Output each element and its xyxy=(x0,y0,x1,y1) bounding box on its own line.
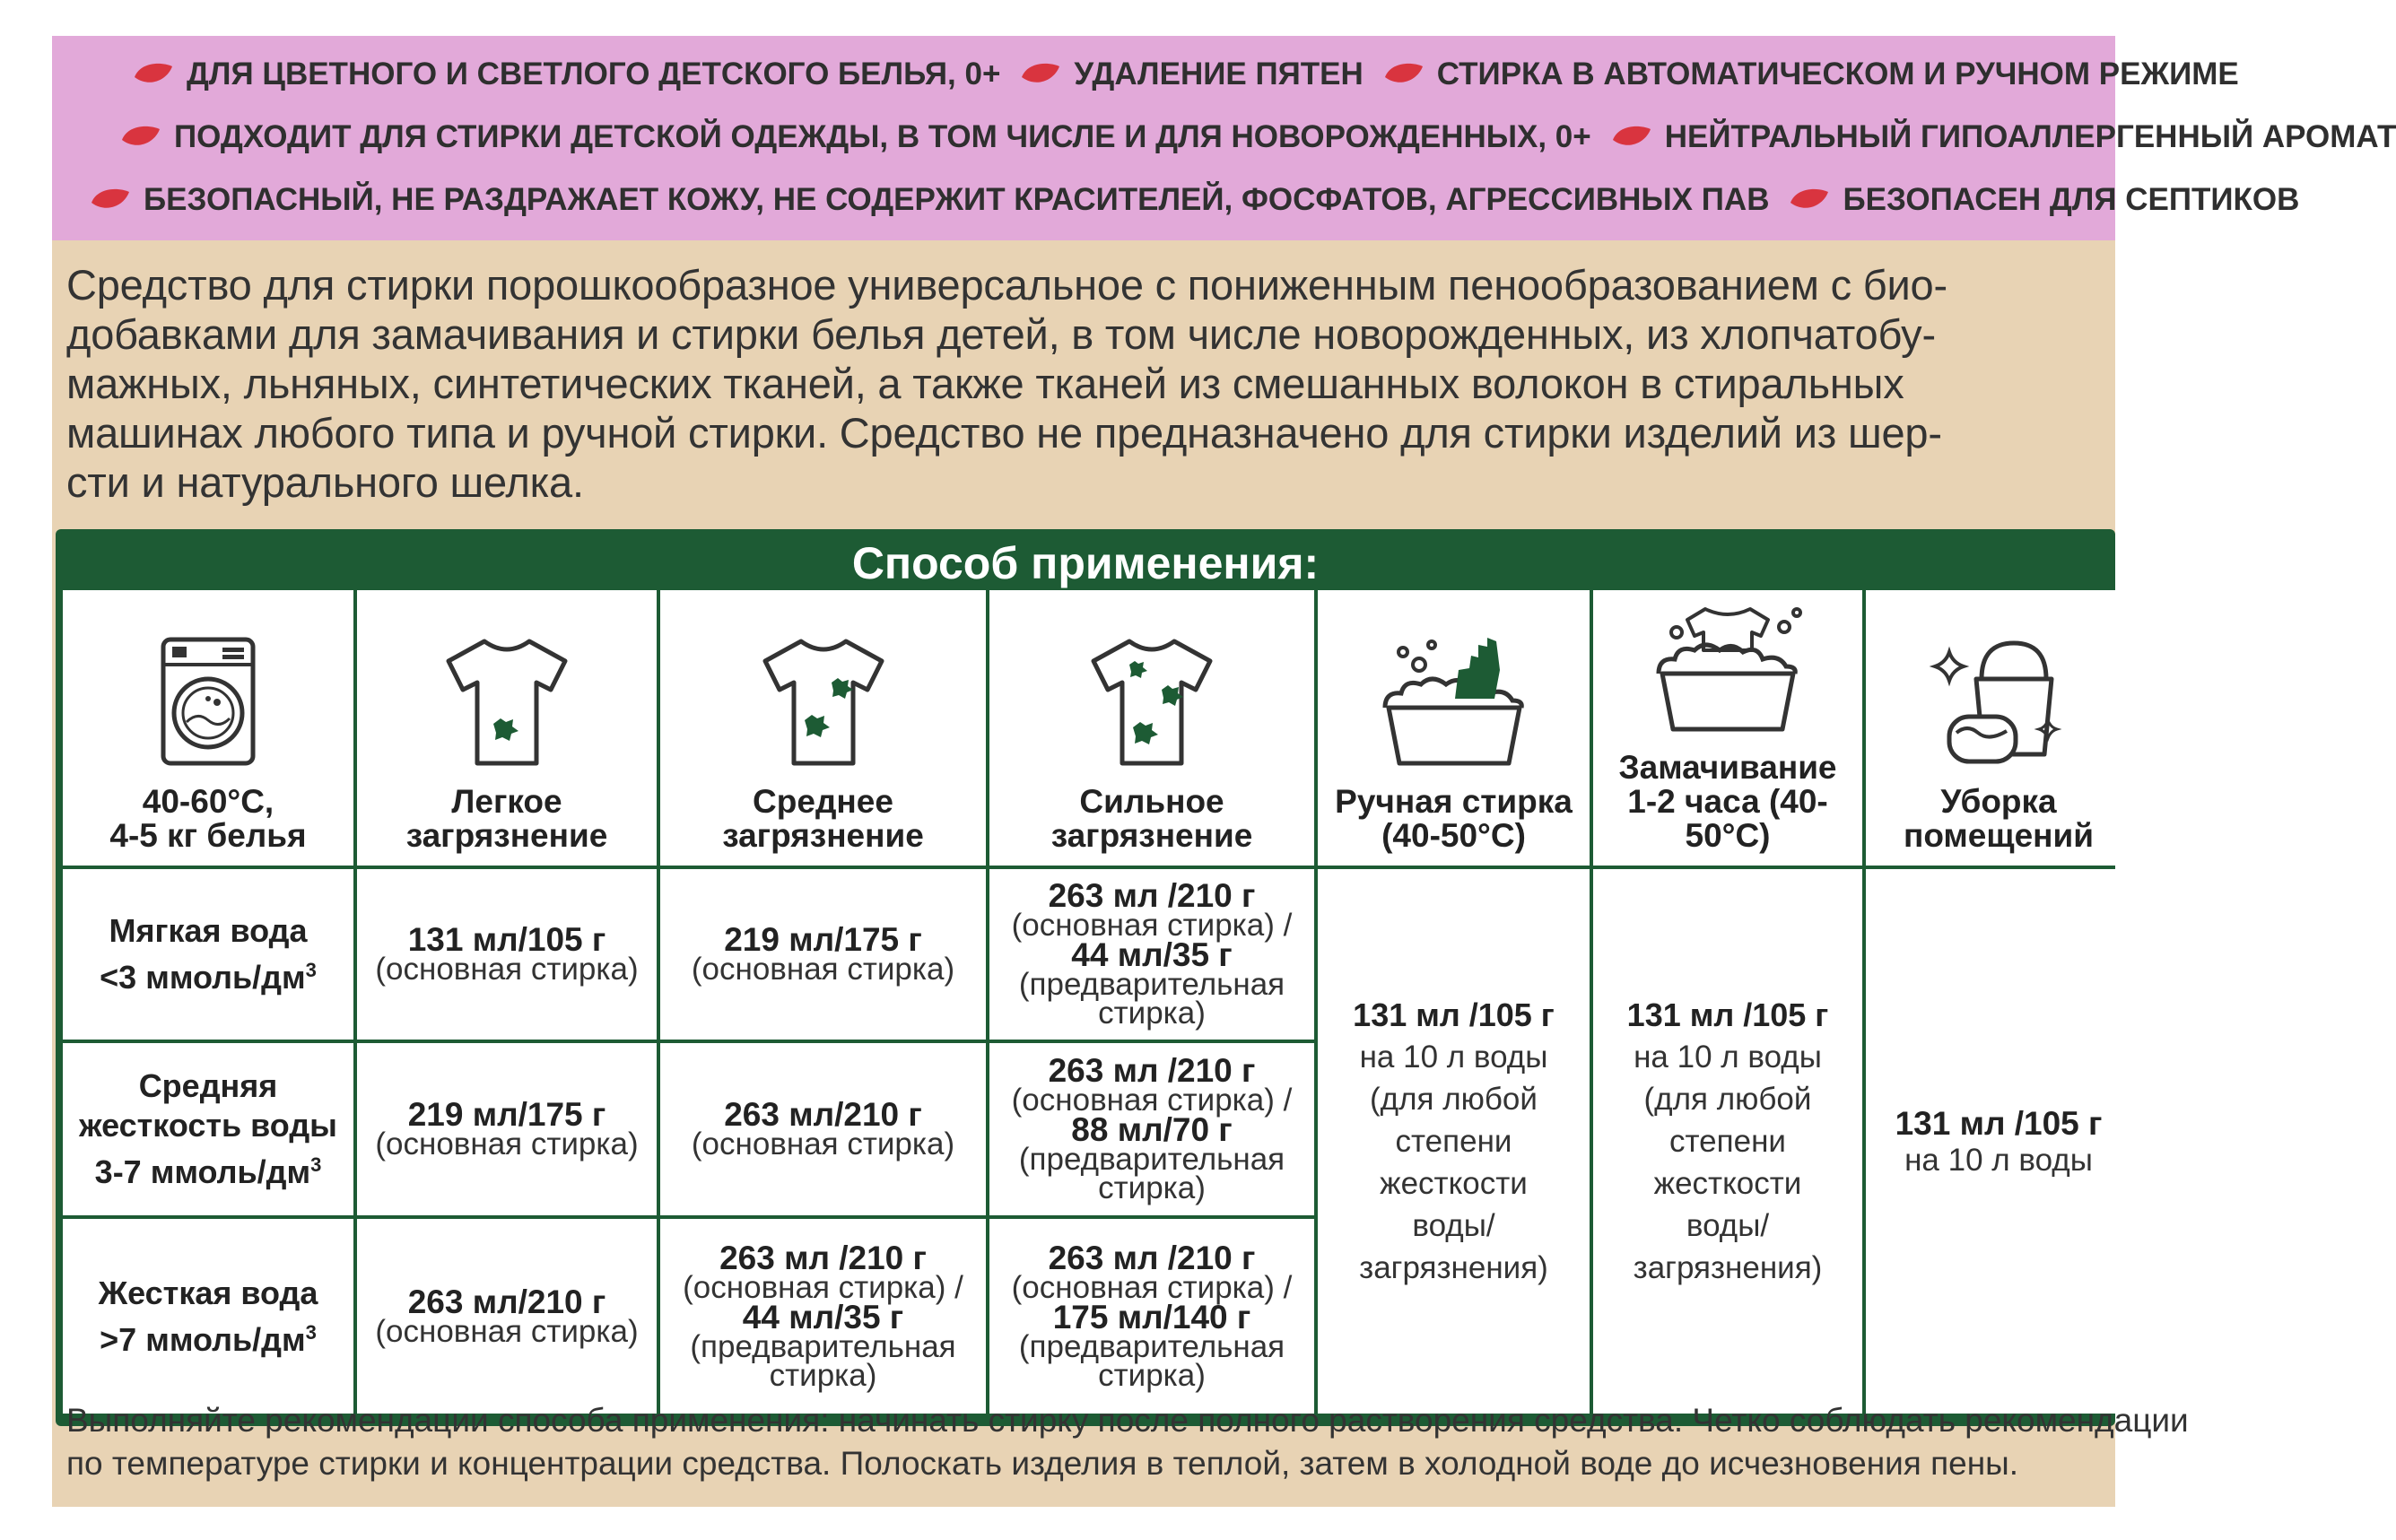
header-heavy-stain xyxy=(989,590,1314,866)
features-list xyxy=(90,36,2396,240)
row-label-line: 3-7 ммоль/$дм^3$ xyxy=(94,1153,322,1190)
shirt-light-stain-icon xyxy=(440,634,574,769)
dose-note: жесткости xyxy=(1380,1165,1528,1201)
dose-note: (основная стирка) xyxy=(375,1127,639,1162)
dose-soft-medium xyxy=(660,869,986,1040)
feature-item: НЕЙТРАЛЬНЫЙ ГИПОАЛЛЕРГЕННЫЙ АРОМАТ xyxy=(1611,119,2396,155)
shirt-medium-stain-icon xyxy=(756,634,891,769)
petal-icon xyxy=(1383,61,1425,88)
dose-note: (основная стирка) / xyxy=(1011,1269,1293,1305)
header-label-line2: (40-50°С) xyxy=(1381,817,1526,854)
features-line-2 xyxy=(90,109,2396,165)
dose-note: (основная стирка) / xyxy=(1011,1083,1293,1118)
dose-cleaning xyxy=(1866,869,2131,1414)
dose-note: на 10 л воды xyxy=(1359,1039,1548,1075)
header-label-line1: Ручная стирка xyxy=(1335,783,1573,820)
feature-item: СТИРКА В АВТОМАТИЧЕСКОМ И РУЧНОМ РЕЖИМЕ xyxy=(1383,57,2239,92)
header-label-line1: Среднее xyxy=(753,783,893,820)
feature-item: БЕЗОПАСНЫЙ, НЕ РАЗДРАЖАЕТ КОЖУ, НЕ СОДЕРЖИТ КРАСИТЕЛЕЙ, ФОСФАТОВ, АГРЕССИВНЫХ ПАВ xyxy=(90,182,1769,218)
petal-icon xyxy=(1789,187,1830,213)
dose-note: (основная стирка) xyxy=(375,952,639,987)
feature-item: УДАЛЕНИЕ ПЯТЕН xyxy=(1020,57,1363,92)
header-label-line1: 40-60°С, xyxy=(142,783,274,820)
header-label-line2: помещений xyxy=(1903,817,2095,854)
dose-note: (для любой xyxy=(1643,1081,1812,1117)
dose-value: 263 мл /210 г xyxy=(1048,877,1256,914)
dose-note: (основная стирка) xyxy=(375,1313,639,1349)
dose-value: 44 мл/35 г xyxy=(742,1298,904,1336)
dose-note: (предварительная xyxy=(1018,1142,1285,1177)
dose-hard-heavy xyxy=(989,1219,1314,1414)
header-hand-wash xyxy=(1318,590,1590,866)
dose-note: жесткости xyxy=(1653,1165,1802,1201)
description-line: добавками для замачивания и стирки белья детей, в том числе новорожденных, из хлопчатобу- xyxy=(66,310,1936,358)
dose-value: 219 мл/175 г xyxy=(407,1096,606,1133)
header-washing-machine xyxy=(63,590,353,866)
petal-icon xyxy=(1020,61,1061,88)
dose-value: 263 мл /210 г xyxy=(1048,1052,1256,1089)
dose-value: 263 мл /210 г xyxy=(1048,1239,1256,1276)
dose-hard-medium xyxy=(660,1219,986,1414)
dose-value: 131 мл /105 г xyxy=(1895,1104,2103,1142)
dose-value: 263 мл/210 г xyxy=(724,1096,922,1133)
dose-note: (предварительная xyxy=(690,1328,956,1364)
features-line-3 xyxy=(90,172,2300,228)
dose-value: 263 мл /210 г xyxy=(719,1239,927,1276)
dose-note: на 10 л воды xyxy=(1634,1039,1822,1075)
dose-note: загрязнения) xyxy=(1633,1249,1823,1285)
dose-value: 44 мл/35 г xyxy=(1071,936,1233,973)
feature-item: ДЛЯ ЦВЕТНОГО И СВЕТЛОГО ДЕТСКОГО БЕЛЬЯ, 0+ xyxy=(133,57,1000,92)
header-cleaning xyxy=(1866,590,2131,866)
dose-value: 88 мл/70 г xyxy=(1071,1111,1233,1148)
hand-wash-icon xyxy=(1369,634,1539,769)
soaking-icon xyxy=(1642,600,1813,735)
header-label-line2: 4-5 кг белья xyxy=(109,817,307,854)
header-label-line2: загрязнение xyxy=(722,817,924,854)
row-label-line: Мягкая вода xyxy=(109,912,308,949)
row-label-soft-water xyxy=(63,869,353,1040)
dose-value: 131 мл /105 г xyxy=(1626,996,1829,1033)
dose-value: 263 мл/210 г xyxy=(407,1283,606,1320)
usage-table xyxy=(63,590,2110,1403)
header-light-stain xyxy=(357,590,657,866)
dose-note: (основная стирка) xyxy=(691,1127,955,1162)
usage-method-section xyxy=(56,529,2115,1426)
row-label-hard-water xyxy=(63,1219,353,1414)
description-line: Средство для стирки порошкообразное универсальное с пониженным пенообразованием с био- xyxy=(66,261,1947,309)
dose-value: 131 мл/105 г xyxy=(407,921,606,958)
petal-icon xyxy=(133,61,174,88)
header-label-line2: 1-2 часа (40-50°С) xyxy=(1627,783,1828,854)
header-label-line1: Сильное xyxy=(1079,783,1224,820)
dose-hand-wash xyxy=(1318,869,1590,1414)
dose-note: степени xyxy=(1669,1123,1786,1159)
shirt-heavy-stain-icon xyxy=(1085,634,1219,769)
petal-icon xyxy=(90,187,131,213)
dose-note: загрязнения) xyxy=(1359,1249,1548,1285)
dose-value: 175 мл/140 г xyxy=(1052,1298,1251,1336)
header-medium-stain xyxy=(660,590,986,866)
dose-note: стирка) xyxy=(1098,1357,1206,1393)
dose-note: (предварительная xyxy=(1018,1328,1285,1364)
footer-line: Выполняйте рекомендации способа применения: начинать стирку после полного растворения средства. Четко соблюдать рекомендации xyxy=(66,1402,2189,1439)
row-label-line: Средняя xyxy=(138,1067,278,1104)
dose-medium-medium xyxy=(660,1043,986,1215)
product-description xyxy=(66,260,2103,507)
row-label-line: <3 ммоль/$дм^3$ xyxy=(100,959,317,996)
dose-note: стирка) xyxy=(1098,1170,1206,1205)
row-label-line: >7 ммоль/$дм^3$ xyxy=(100,1320,317,1358)
header-label-line1: Уборка xyxy=(1940,783,2057,820)
usage-footer-note xyxy=(66,1399,2189,1485)
dose-medium-light xyxy=(357,1043,657,1215)
dose-note: степени xyxy=(1395,1123,1512,1159)
row-label-medium-hardness xyxy=(63,1043,353,1215)
dose-value: 219 мл/175 г xyxy=(724,921,922,958)
dose-soft-heavy xyxy=(989,869,1314,1040)
dose-note: стирка) xyxy=(769,1357,877,1393)
description-line: мажных, льняных, синтетических тканей, а также тканей из смешанных волокон в стиральных xyxy=(66,360,1904,407)
dose-value: 131 мл /105 г xyxy=(1353,996,1555,1033)
washing-machine-icon xyxy=(154,634,262,769)
header-soaking xyxy=(1593,590,1862,866)
dose-note: на 10 л воды xyxy=(1904,1142,2093,1178)
dose-note: (для любой xyxy=(1370,1081,1538,1117)
dose-soft-light xyxy=(357,869,657,1040)
feature-item: ПОДХОДИТ ДЛЯ СТИРКИ ДЕТСКОЙ ОДЕЖДЫ, В ТОМ ЧИСЛЕ И ДЛЯ НОВОРОЖДЕННЫХ, 0+ xyxy=(120,119,1591,155)
dose-soaking xyxy=(1593,869,1862,1414)
dose-note: стирка) xyxy=(1098,996,1206,1031)
dose-note: воды/ xyxy=(1412,1207,1495,1243)
feature-item: БЕЗОПАСЕН ДЛЯ СЕПТИКОВ xyxy=(1789,182,2299,218)
dose-note: (основная стирка) / xyxy=(1011,908,1293,943)
dose-note: (основная стирка) xyxy=(691,952,955,987)
footer-line: по температуре стирки и концентрации средства. Полоскать изделия в теплой, затем в холодной воде до исчезновения пены. xyxy=(66,1445,2019,1482)
row-label-line: Жесткая вода xyxy=(98,1274,318,1311)
dose-hard-light xyxy=(357,1219,657,1414)
header-label-line2: загрязнение xyxy=(1050,817,1253,854)
description-line: машинах любого типа и ручной стирки. Средство не предназначено для стирки изделий из шер- xyxy=(66,409,1942,457)
dose-medium-heavy xyxy=(989,1043,1314,1215)
header-label-line2: загрязнение xyxy=(405,817,608,854)
method-title: Способ применения: xyxy=(851,538,1320,588)
description-line: сти и натурального шелка. xyxy=(66,458,584,506)
features-line-1 xyxy=(90,47,2239,102)
petal-icon xyxy=(120,124,161,151)
petal-icon xyxy=(1611,124,1652,151)
cleaning-icon xyxy=(1931,634,2066,769)
header-label-line1: Легкое xyxy=(451,783,562,820)
header-label-line1: Замачивание xyxy=(1618,749,1837,786)
row-label-line: жесткость воды xyxy=(79,1107,337,1144)
dose-note: (основная стирка) / xyxy=(683,1269,963,1305)
dose-note: (предварительная xyxy=(1018,967,1285,1002)
dose-note: воды/ xyxy=(1686,1207,1770,1243)
